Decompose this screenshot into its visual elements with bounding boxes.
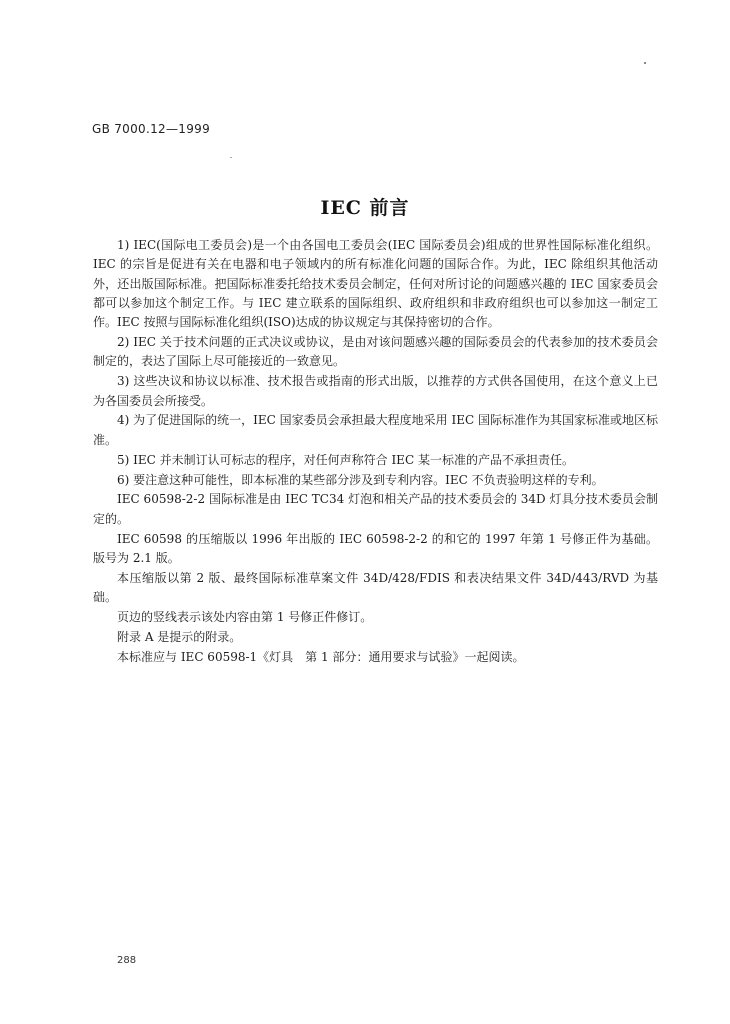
paragraph: 1) IEC(国际电工委员会)是一个由各国电工委员会(IEC 国际委员会)组成的世界性国际标准化组织。IEC 的宗旨是促进有关在电器和电子领域内的所有标准化问题的国际合作。为此，IEC 除组织其他活动外，还出版国际标准。把国际标准委托给技术委员会制定，任何对所讨论的问题感兴趣的 IEC 国家委员会都可以参加这个制定工作。与 IEC 建立联系的国际组织、政府组织和非政府组织也可以参加这一制定工作。IEC 按照与国际标准化组织(ISO)达成的协议规定与其保持密切的合作。 xyxy=(93,238,658,330)
page-number: 288 xyxy=(117,955,137,966)
standard-code: GB 7000.12—1999 xyxy=(92,122,211,136)
paragraph: IEC 60598-2-2 国际标准是由 IEC TC34 灯泡和相关产品的技术委员会的 34D 灯具分技术委员会制定的。 xyxy=(93,492,658,526)
paragraph: 5) IEC 并未制订认可标志的程序，对任何声称符合 IEC 某一标准的产品不承担责任。 xyxy=(117,452,574,467)
paragraph: 6) 要注意这种可能性，即本标准的某些部分涉及到专利内容。IEC 不负责验明这样的专利。 xyxy=(117,472,604,487)
paragraph: IEC 60598 的压缩版以 1996 年出版的 IEC 60598-2-2 的和它的 1997 年第 1 号修正件为基础。版号为 2.1 版。 xyxy=(93,531,658,565)
scan-speck xyxy=(644,62,646,64)
paragraph: 2) IEC 关于技术问题的正式决议或协议，是由对该问题感兴趣的国际委员会的代表参加的技术委员会制定的，表达了国际上尽可能接近的一致意见。 xyxy=(93,335,658,369)
paragraph: 3) 这些决议和协议以标准、技术报告或指南的形式出版，以推荐的方式供各国使用，在这个意义上已为各国委员会所接受。 xyxy=(93,374,658,408)
paragraph: 4) 为了促进国际的统一，IEC 国家委员会承担最大程度地采用 IEC 国际标准作为其国家标准或地区标准。 xyxy=(93,413,658,447)
page-title: IEC 前言 xyxy=(320,197,410,219)
scan-speck xyxy=(230,157,232,158)
paragraph: 本标准应与 IEC 60598-1《灯具 第 1 部分：通用要求与试验》一起阅读。 xyxy=(117,649,525,664)
foreword-body xyxy=(93,236,658,668)
paragraph: 附录 A 是提示的附录。 xyxy=(117,629,242,644)
paragraph: 本压缩版以第 2 版、最终国际标准草案文件 34D/428/FDIS 和表决结果文件 34D/443/RVD 为基础。 xyxy=(93,570,658,605)
paragraph: 页边的竖线表示该处内容由第 1 号修正件修订。 xyxy=(117,609,373,624)
